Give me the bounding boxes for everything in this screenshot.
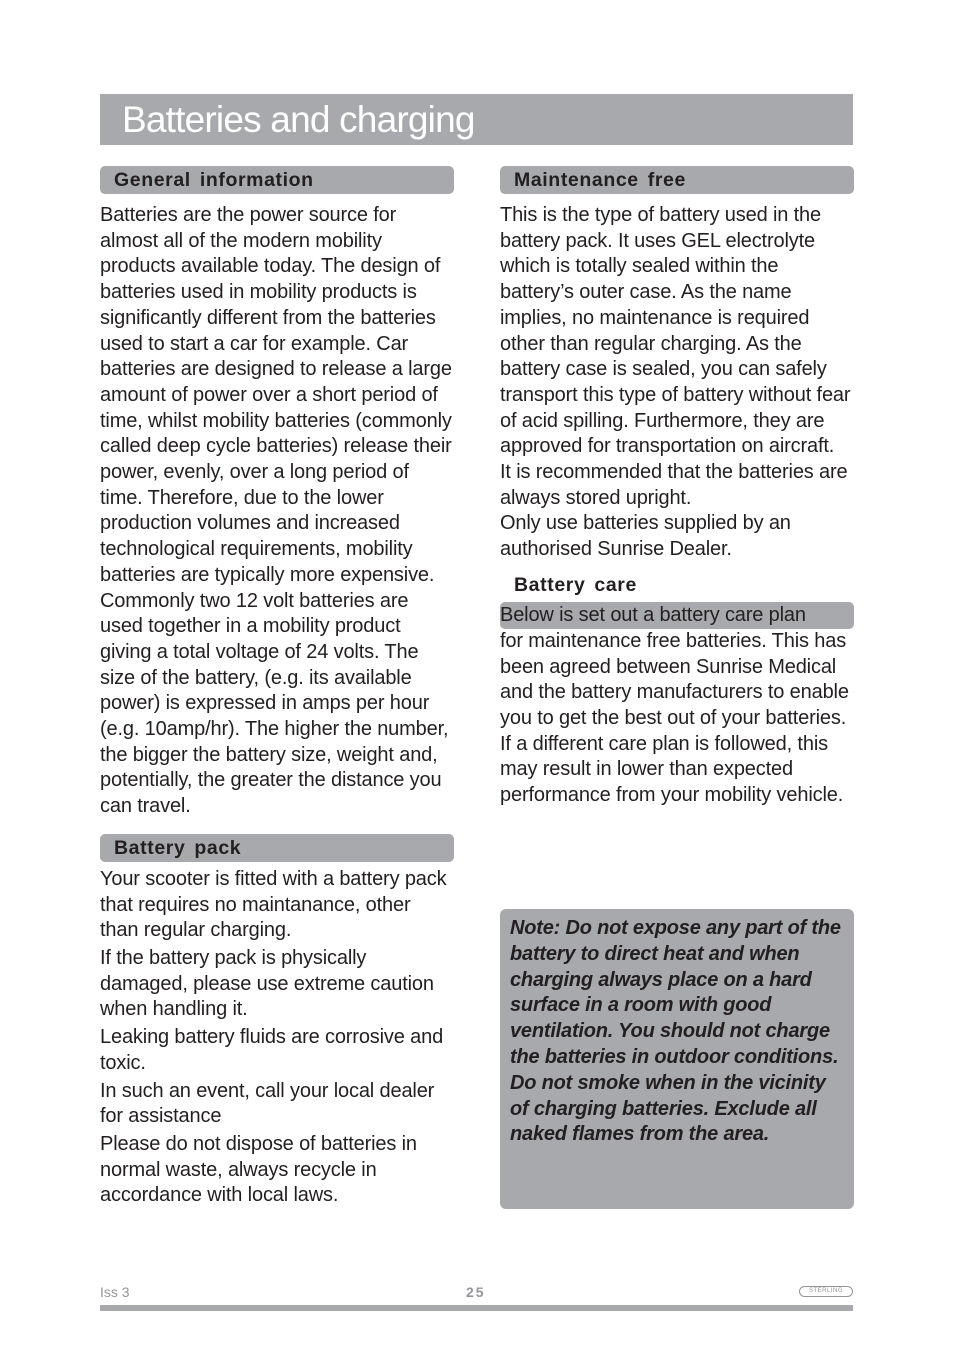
right-column bbox=[500, 166, 854, 809]
safety-note-paragraph: Do not smoke when in the vicinity of charging batteries. Exclude all naked flames from the area. bbox=[510, 1071, 826, 1146]
page-footer bbox=[100, 1282, 853, 1312]
battery-care-body bbox=[500, 629, 854, 809]
battery-pack-paragraph: If the battery pack is physically damaged, please use extreme caution when handling it. bbox=[100, 946, 434, 1021]
maintenance-free-body bbox=[500, 203, 854, 563]
sterling-logo: STERLING bbox=[799, 1286, 853, 1297]
battery-pack-body bbox=[100, 867, 454, 1209]
general-information-body bbox=[100, 203, 454, 820]
safety-note-paragraph: Note: Do not expose any part of the battery to direct heat and when charging always place on a hard surface in a room with good ventilation. You should not charge the batteries in outdoor conditions. bbox=[510, 917, 841, 1068]
maintenance-paragraph: Only use batteries supplied by an authorised Sunrise Dealer. bbox=[500, 512, 791, 561]
battery-pack-paragraph: Leaking battery fluids are corrosive and toxic. bbox=[100, 1026, 444, 1074]
battery-care-header bbox=[500, 571, 854, 629]
section-heading-battery-care: Battery care bbox=[514, 573, 637, 596]
battery-pack-paragraph: Your scooter is fitted with a battery pack that requires no maintanance, other than regular charging. bbox=[100, 867, 447, 942]
maintenance-paragraph: This is the type of battery used in the battery pack. It uses GEL electrolyte which is totally sealed within the battery’s outer case. As the name implies, no maintenance is required other than regular charging. As the battery case is sealed, you can safely transport this type of battery without fear of acid spilling. Furthermore, they are approved for transportation on aircraft. bbox=[500, 204, 851, 458]
page-title: Batteries and charging bbox=[122, 99, 475, 140]
safety-note-box bbox=[500, 909, 854, 1209]
battery-care-first-line: Below is set out a battery care plan bbox=[500, 603, 806, 626]
section-heading-general-information: General information bbox=[100, 166, 454, 194]
section-heading-maintenance-free: Maintenance free bbox=[500, 166, 854, 194]
page-number: 25 bbox=[466, 1284, 486, 1300]
issue-label: Iss 3 bbox=[100, 1284, 130, 1300]
battery-pack-paragraph: Please do not dispose of batteries in normal waste, always recycle in accordance with local laws. bbox=[100, 1132, 417, 1207]
general-information-text: Batteries are the power source for almost all of the modern mobility products available today. The design of batteries used in mobility products is significantly different from the batteries used to start a car for example. Car batteries are designed to release a large amount of power over a short period of time, whilst mobility batteries (commonly called deep cycle batteries) release their power, evenly, over a long period of time. Therefore, due to the lower production volumes and increased technological requirements, mobility batteries are typically more expensive. Commonly two 12 volt batteries are used together in a mobility product giving a total voltage of 24 volts. The size of the battery, (e.g. its available power) is expressed in amps per hour (e.g. 10amp/hr). The higher the number, the bigger the battery size, weight and, potentially, the greater the distance you can travel. bbox=[100, 204, 452, 818]
maintenance-paragraph: It is recommended that the batteries are always stored upright. bbox=[500, 461, 848, 509]
footer-rule bbox=[100, 1305, 853, 1311]
section-heading-battery-pack: Battery pack bbox=[100, 834, 454, 862]
page-title-bar bbox=[100, 94, 853, 145]
battery-pack-paragraph: In such an event, call your local dealer for assistance bbox=[100, 1079, 435, 1128]
left-column bbox=[100, 166, 454, 1209]
battery-care-text: for maintenance free batteries. This has been agreed between Sunrise Medical and the battery manufacturers to enable you to get the best out of your batteries. If a different care plan is followed, this may result in lower than expected performance from your mobility vehicle. bbox=[500, 629, 849, 807]
